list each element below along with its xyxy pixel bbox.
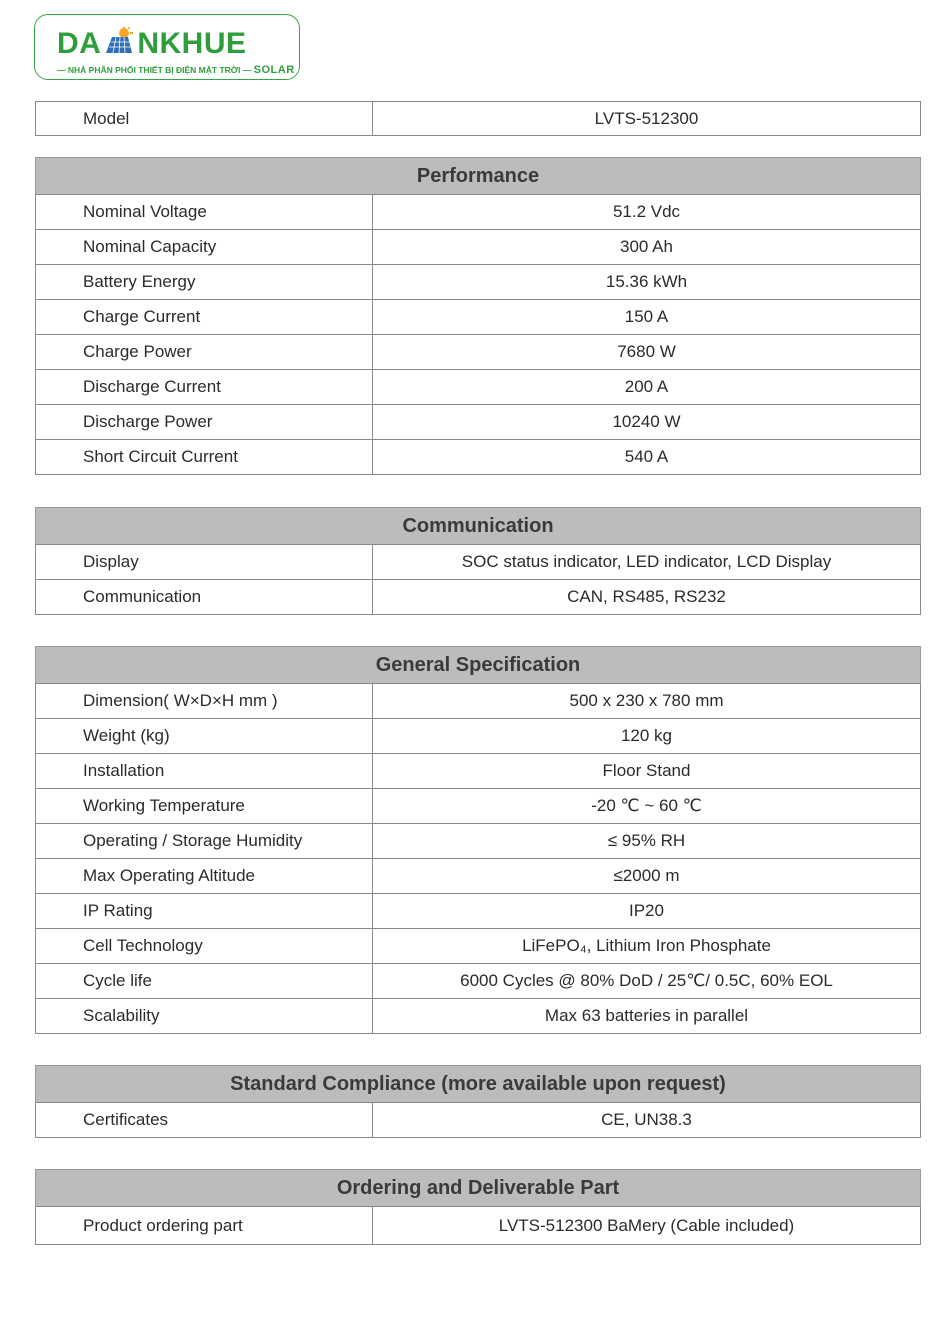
performance-row [35, 229, 921, 265]
performance-row-label: Discharge Current [83, 377, 221, 396]
general-spec-row-value: IP20 [629, 901, 664, 920]
performance-row-value: 300 Ah [620, 237, 673, 256]
performance-row-value: 150 A [624, 307, 669, 326]
performance-row-label: Battery Energy [83, 272, 196, 291]
communication-row [35, 544, 921, 580]
general-spec-row-label: Max Operating Altitude [83, 866, 255, 885]
general-spec-header: General Specification [35, 646, 921, 684]
brand-wordmark [57, 27, 247, 61]
general-spec-row [35, 928, 921, 964]
performance-row-value: 51.2 Vdc [612, 202, 681, 221]
performance-row-label: Nominal Voltage [83, 202, 207, 221]
general-spec-row-value: 120 kg [620, 726, 673, 745]
communication-row-value: CAN, RS485, RS232 [567, 587, 726, 606]
performance-row [35, 299, 921, 335]
performance-row [35, 194, 921, 230]
general-spec-row-value: Max 63 batteries in parallel [544, 1006, 749, 1025]
performance-row-label: Nominal Capacity [83, 237, 217, 256]
performance-row [35, 334, 921, 370]
brand-text-right: NKHUE [137, 27, 247, 60]
model-value: LVTS-512300 [594, 108, 699, 128]
general-spec-row-value: Floor Stand [602, 761, 691, 780]
communication-row-value: SOC status indicator, LED indicator, LCD Display [461, 552, 832, 571]
general-spec-row-label: Weight (kg) [83, 726, 170, 745]
model-row [35, 101, 921, 136]
performance-row-value: 7680 W [617, 342, 676, 361]
general-spec-row [35, 718, 921, 754]
brand-text-left: DA [57, 27, 102, 60]
general-spec-row [35, 893, 921, 929]
performance-row-value: 540 A [624, 447, 669, 466]
ordering-header: Ordering and Deliverable Part [35, 1169, 921, 1207]
performance-row-label: Charge Current [83, 307, 201, 326]
communication-row-label: Display [83, 552, 139, 571]
ordering-row-label: Product ordering part [83, 1215, 243, 1235]
general-spec-row-value: -20 ℃ ~ 60 ℃ [591, 796, 702, 815]
performance-header: Performance [35, 157, 921, 195]
general-spec-row-value: LiFePO₄, Lithium Iron Phosphate [522, 936, 771, 955]
performance-row-label: Short Circuit Current [83, 447, 238, 466]
solar-panel-icon [102, 27, 136, 53]
compliance-row-value: CE, UN38.3 [601, 1110, 692, 1129]
general-spec-row-value: 500 x 230 x 780 mm [569, 691, 724, 710]
general-spec-row-label: IP Rating [83, 901, 153, 920]
ordering-row [35, 1206, 921, 1245]
performance-row-value: 15.36 kWh [605, 272, 688, 291]
general-spec-row-label: Scalability [83, 1006, 160, 1025]
performance-row-label: Discharge Power [83, 412, 213, 431]
compliance-header: Standard Compliance (more available upon request) [35, 1065, 921, 1103]
model-label: Model [83, 108, 130, 128]
tagline-text: NHÀ PHÂN PHỐI THIẾT BỊ ĐIỆN MẶT TRỜI [67, 65, 241, 75]
general-spec-row-label: Dimension( W×D×H mm ) [83, 691, 278, 710]
general-spec-row-label: Working Temperature [83, 796, 245, 815]
performance-row [35, 439, 921, 475]
communication-header: Communication [35, 507, 921, 545]
performance-row [35, 369, 921, 405]
performance-row [35, 264, 921, 300]
general-spec-row [35, 683, 921, 719]
brand-tagline: — NHÀ PHÂN PHỐI THIẾT BỊ ĐIỆN MẶT TRỜI — SOLAR [57, 64, 295, 76]
general-spec-row-label: Cycle life [83, 971, 152, 990]
communication-row-label: Communication [83, 587, 202, 606]
general-spec-row-value: ≤ 95% RH [607, 831, 686, 850]
performance-row [35, 404, 921, 440]
general-spec-row-value: 6000 Cycles @ 80% DoD / 25℃/ 0.5C, 60% EOL [460, 971, 833, 990]
general-spec-row-label: Installation [83, 761, 165, 780]
brand-logo [34, 14, 300, 80]
general-spec-row [35, 753, 921, 789]
general-spec-row [35, 788, 921, 824]
performance-row-value: 10240 W [612, 412, 681, 431]
general-spec-row [35, 998, 921, 1034]
compliance-row-label: Certificates [83, 1110, 169, 1129]
tagline-solar: SOLAR [253, 64, 295, 76]
general-spec-row [35, 963, 921, 999]
general-spec-row [35, 823, 921, 859]
performance-row-value: 200 A [624, 377, 669, 396]
ordering-row-value: LVTS-512300 BaMery (Cable included) [498, 1215, 795, 1235]
communication-row [35, 579, 921, 615]
general-spec-row-label: Operating / Storage Humidity [83, 831, 303, 850]
compliance-row [35, 1102, 921, 1138]
performance-row-label: Charge Power [83, 342, 192, 361]
general-spec-row-label: Cell Technology [83, 936, 203, 955]
general-spec-row [35, 858, 921, 894]
general-spec-row-value: ≤2000 m [613, 866, 680, 885]
